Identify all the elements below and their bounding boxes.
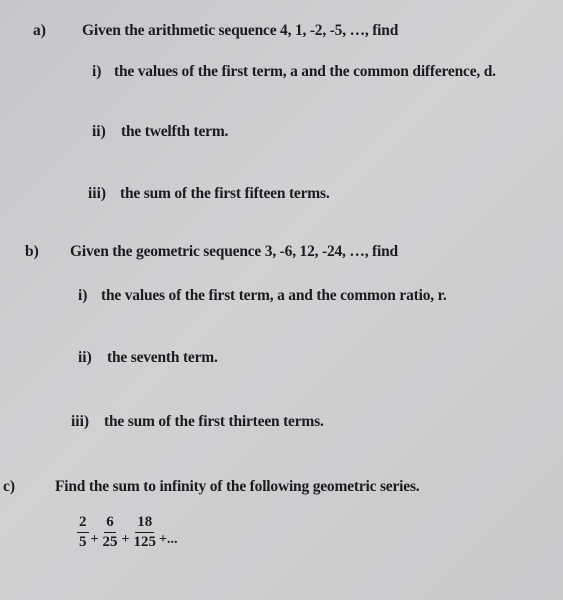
question-a-stem: Given the arithmetic sequence 4, 1, -2, -5, …, find <box>82 22 399 39</box>
question-b-part-i-text: the values of the first term, a and the common ratio, r. <box>101 287 447 304</box>
series-term-3-denominator: 125 <box>133 534 156 550</box>
question-b-part-i-label: i) <box>78 287 88 304</box>
question-a-part-ii-text: the twelfth term. <box>121 123 229 140</box>
question-b-part-iii-text: the sum of the first thirteen terms. <box>104 413 324 430</box>
plus-sign: + <box>90 531 99 547</box>
series-term-2 <box>100 514 119 551</box>
question-b-part-iii-label: iii) <box>71 413 90 430</box>
series-term-2-numerator: 6 <box>104 514 116 533</box>
geometric-series-expression <box>76 514 177 551</box>
series-term-1-numerator: 2 <box>77 514 89 533</box>
plus-sign: + <box>121 531 130 547</box>
series-ellipsis: +... <box>158 531 178 547</box>
question-b-label: b) <box>25 243 39 260</box>
question-a-part-ii-label: ii) <box>92 123 106 140</box>
question-b-part-ii-text: the seventh term. <box>107 349 218 366</box>
question-a-label: a) <box>33 22 46 39</box>
question-c-stem: Find the sum to infinity of the following geometric series. <box>55 478 420 495</box>
question-b-stem: Given the geometric sequence 3, -6, 12, -24, …, find <box>70 243 398 260</box>
series-term-3 <box>131 514 158 551</box>
question-a-part-i-text: the values of the first term, a and the common difference, d. <box>114 63 496 80</box>
series-term-2-denominator: 25 <box>102 534 118 550</box>
question-c-label: c) <box>3 478 16 495</box>
series-term-1 <box>77 514 89 551</box>
series-term-1-denominator: 5 <box>79 534 87 550</box>
question-a-part-i-label: i) <box>92 63 102 80</box>
question-a-part-iii-label: iii) <box>88 185 107 202</box>
question-b-part-ii-label: ii) <box>78 349 92 366</box>
question-a-part-iii-text: the sum of the first fifteen terms. <box>120 185 330 202</box>
series-term-3-numerator: 18 <box>135 514 154 533</box>
